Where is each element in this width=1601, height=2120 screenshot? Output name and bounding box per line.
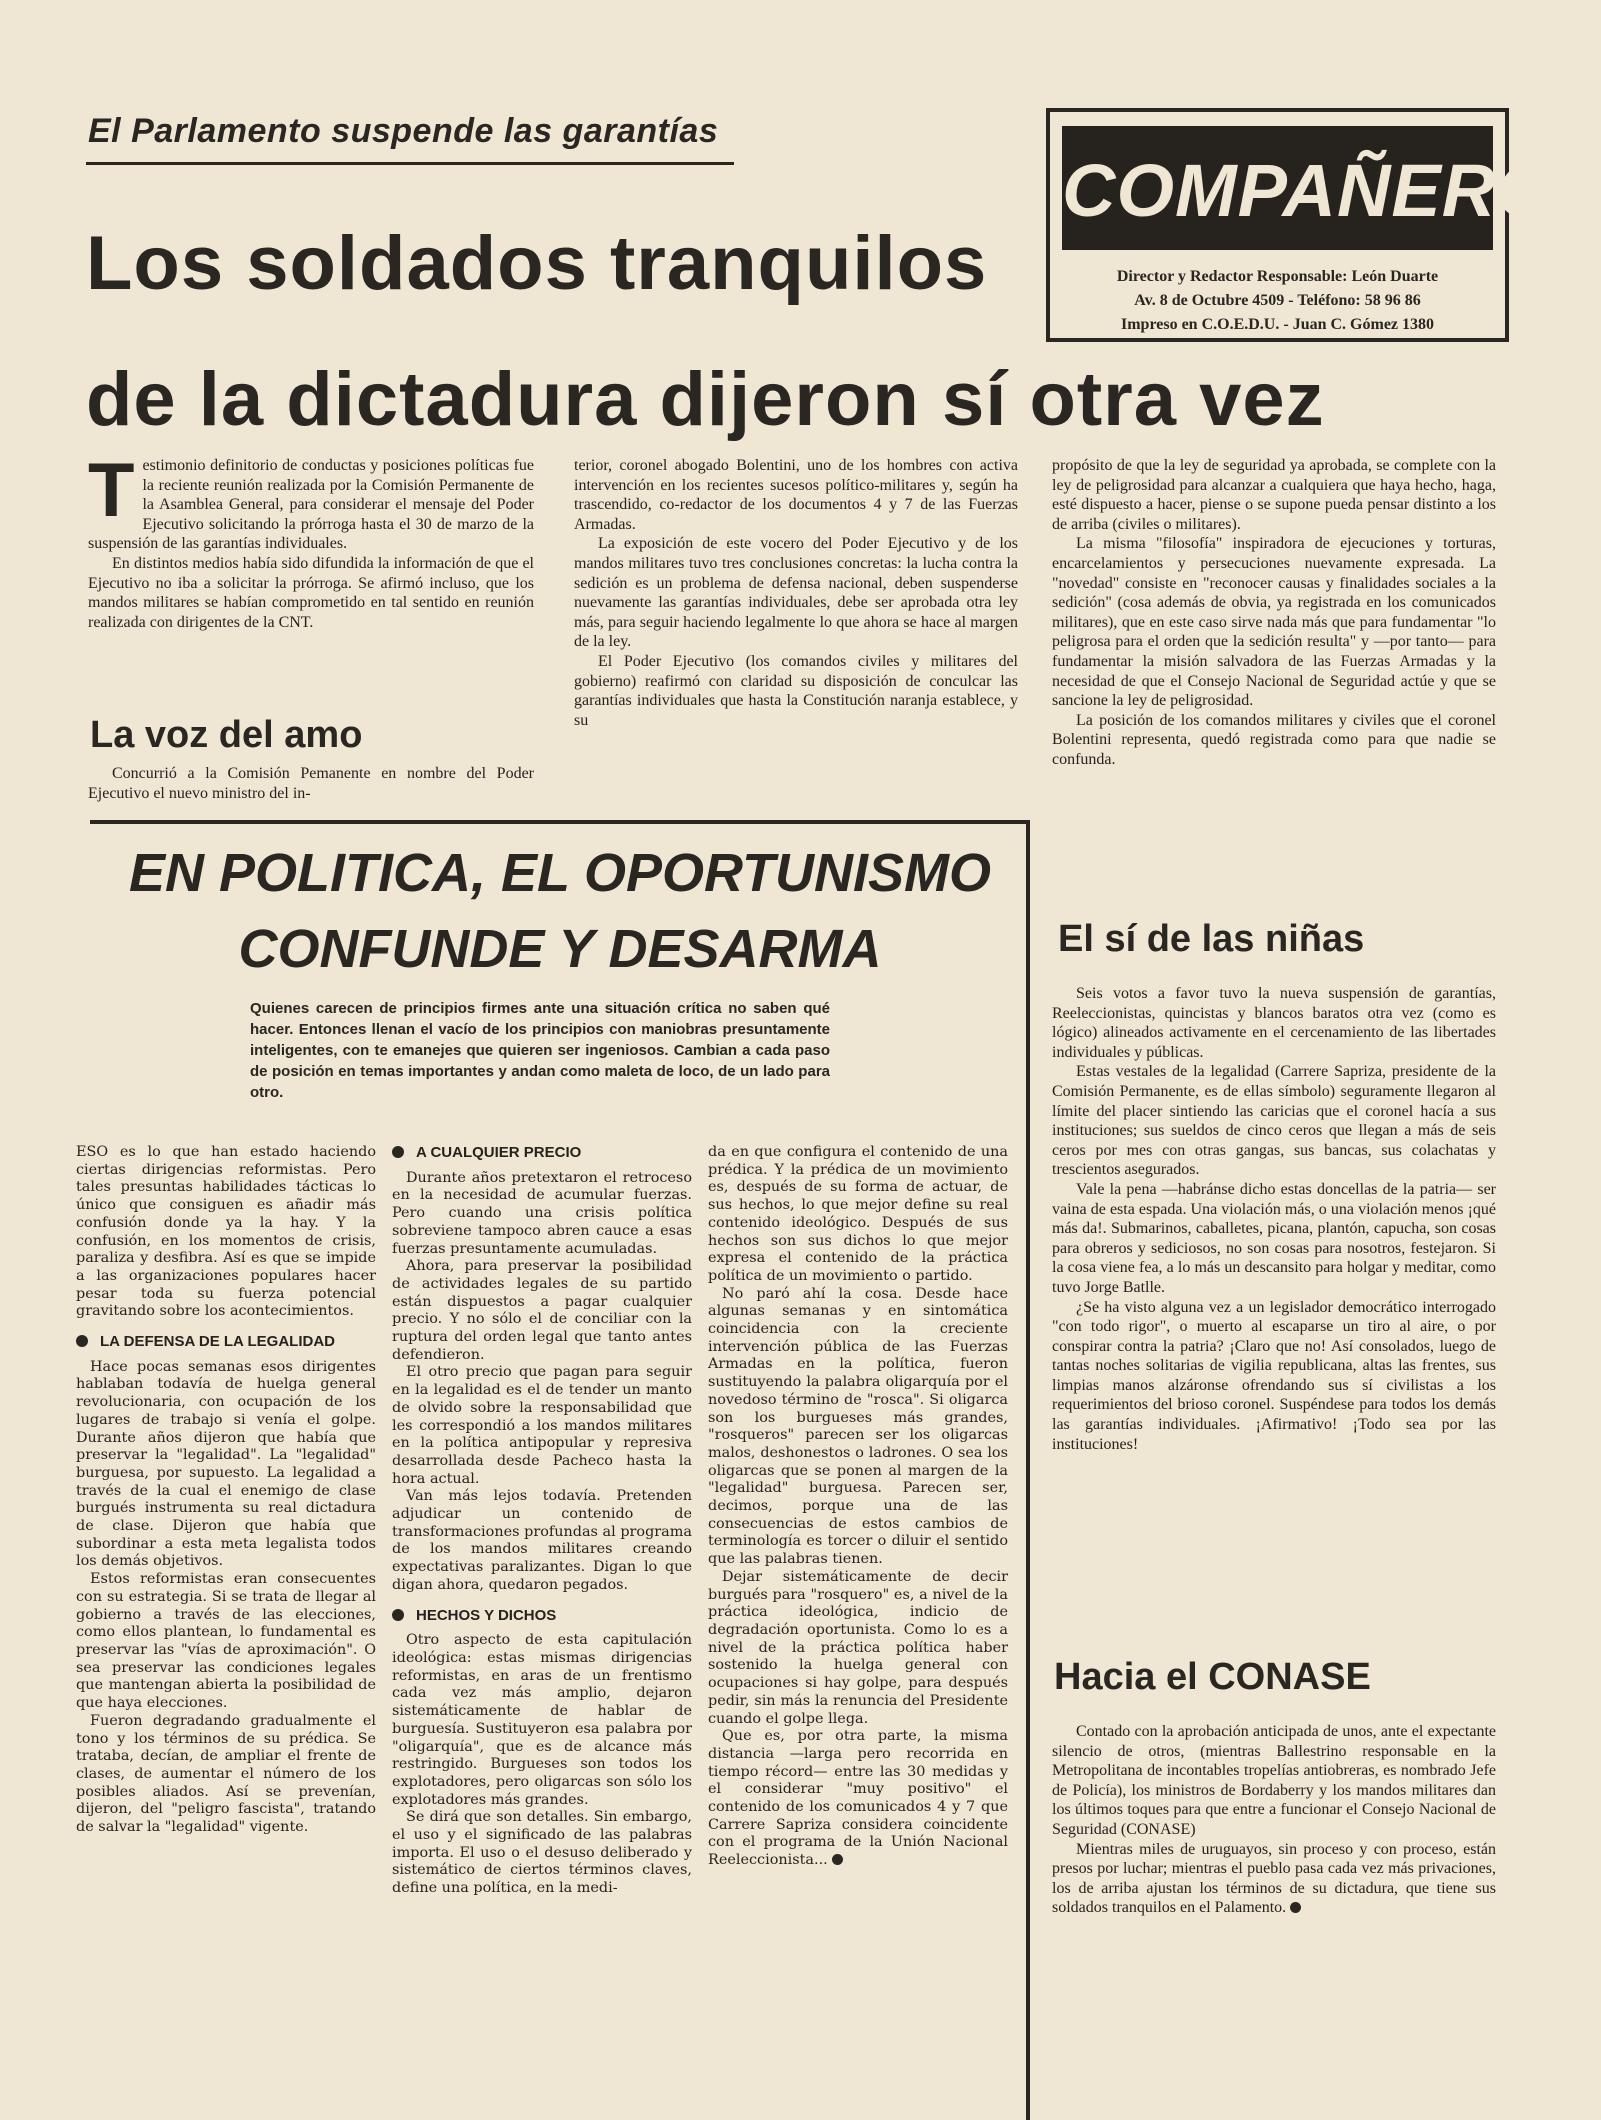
subhead-conase: Hacia el CONASE xyxy=(1054,1656,1371,1698)
conase-text: Contado con la aprobación anticipada de unos, ante el expectante silencio de otros, (mientras Ballestrino responsable en la Metropolitana de incontables tropelías antiobreras, es nombrado Jefe de Policía), los ministros de Bordaberry y los mandos militares dan los últimos toques para que entre a funcionar el Consejo Nacional de Seguridad (CONASE) Mientras miles de uruguayos, sin proceso y con proceso, están presos por luchar; mientras el pueblo pasa cada vez más privaciones, los de arriba ajustan los términos de su dictadura, que tiene sus soldados tranquilos en el Palamento. xyxy=(1052,1723,1496,1917)
masthead-printer: Impreso en C.O.E.D.U. - Juan C. Gómez 1380 xyxy=(1120,316,1435,333)
kicker: El Parlamento suspende las garantías xyxy=(88,112,719,150)
main-column-3: propósito de que la ley de seguridad ya aprobada, se complete con la ley de peligrosidad para alcanzar a cualquiera que haya hecho, haga, esté dispuesto a hacer, piense o se supone pueda pensar distinto a los de arriba (civiles o militares). La misma "filosofía" inspiradora de ejecuciones y torturas, encarcelamientos y persecuciones nuevamente expresada. La "novedad" consiste en "reconocer causas y finalidades sociales a la sedición" (cosa además de obvia, ya registrada en los comunicados militares), que en este caso sirve nada más que para fundamentar "lo peligrosa para el orden que la sedición resulta" y —por tanto— para fundamentar la misión salvadora de las Fuerzas Armadas y la necesidad de que el Consejo Nacional de Seguridad actúe y que se sancione la ley de peligrosidad. La posición de los comandos militares y civiles que el coronel Bolentini representa, quedó registrada como para que nadie se confunda. xyxy=(1052,457,1496,768)
masthead-logo: COMPAÑERO xyxy=(1062,126,1493,250)
headline-line-2: de la dictadura dijeron sí otra vez xyxy=(86,357,1325,442)
kicker-rule xyxy=(86,162,734,165)
subhead-si-de-las-ninas: El sí de las niñas xyxy=(1058,918,1365,960)
box-title-line-1: EN POLITICA, EL OPORTUNISMO xyxy=(128,843,992,903)
masthead-director: Director y Redactor Responsable: León Duarte xyxy=(1116,268,1439,285)
headline-line-1: Los soldados tranquilos xyxy=(86,221,988,306)
ninas-text: Seis votos a favor tuvo la nueva suspensión de garantías, Reeleccionistas, quincistas y blancos baratos otra vez (como es lógico) alineados activamente en el cercenamiento de las libertades individuales y públicas. Estas vestales de la legalidad (Carrere Sapriza, presidente de la Comisión Permanente, es de ellas símbolo) seguramente llegaron al límite del placer sintiendo las caricias que el coronel hacía a sus instituciones; sus sueldos de cinco ceros que llegan a más de seis ceros por mes con otras gangas, sus bancas, sus colachatas y trescientos asegurados. Vale la pena —habránse dicho estas doncellas de la patria— ser vaina de esta espada. Una violación más, o una violación menos ¡qué más da!. Submarinos, caballetes, picana, plantón, capucha, son cosas para obreros y sediciosos, no son cosas para nosotros, festejaron. Si la cosa viene fea, a lo más un descansito para holgar y meditar, como tuvo Jorge Batlle. ¿Se ha visto alguna vez a un legislador democrático interrogado "con todo rigor", o muerto al escaparse un tiro al aire, o por conspirar contra la patria? ¡Claro que no! Así consolados, luego de tantas noches solitarias de vigilia republicana, altas las frentes, sus limpias manos alzáronse ofrendando sus sí civilistas a los requerimientos del brioso coronel. Suspéndese para todos los demás las garantías individuales. ¡Afirmativo! ¡Todo sea por las instituciones! xyxy=(1052,985,1496,1453)
masthead-address: Av. 8 de Octubre 4509 - Teléfono: 58 96 86 xyxy=(1134,292,1421,309)
box-section-defensa: LA DEFENSA DE LA LEGALIDAD xyxy=(76,1333,376,1351)
subhead-voz-del-amo: La voz del amo xyxy=(90,714,363,756)
box-column-1: ESO es lo que han estado haciendo ciertas dirigencias reformistas. Pero tales presuntas habilidades tácticas lo único que consiguen es añadir más confusión donde ya la hay. Y la confusión, en los momentos de crisis, paraliza y desfibra. Así es que se impide a las organizaciones populares hacer pesar toda su fuerza potencial gravitando sobre los acontecimientos. LA DEFENSA DE LA LEGALIDAD Hace pocas semanas esos dirigentes hablaban todavía de huelga general revolucionaria, con ocupación de los lugares de trabajo si venía el golpe. Durante años dijeron que había que preservar la "legalidad". La "legalidad" burguesa, por supuesto. La legalidad a través de la cual el enemigo de clase burgués instrumenta su real dictadura de clase. Dijeron que había que subordinar a esta meta legalista todos los demás objetivos. Estos reformistas eran consecuentes con su estrategia. Si se trata de llegar al gobierno a través de las elecciones, como ellos plantean, lo fundamental es preservar las "vías de aproximación". O sea preservar las condiciones legales que mantengan abierta la posibilidad de que haya elecciones. Fueron degradando gradualmente el tono y los términos de su prédica. Se trataba, decían, de ampliar el frente de clases, de aumentar el número de los posibles aliados. Así se prevenían, dijeron, del "peligro fascista", tratando de salvar la "legalidad" vigente. xyxy=(76,1144,376,1836)
box-column-2: A CUALQUIER PRECIO Durante años pretextaron el retroceso en la necesidad de acumular fuerzas. Pero cuando una crisis política sobreviene tampoco abren cauce a esas fuerzas presuntamente acumuladas. Ahora, para preservar la posibilidad de actividades legales de su partido están dispuestos a pagar cualquier precio. Y no sólo el de conciliar con la ruptura del orden legal que tanto antes defendieron. El otro precio que pagan para seguir en la legalidad es el de tender un manto de olvido sobre la responsabilidad que les correspondió a los mandos militares en la política antipopular y represiva desarrollada desde Pacheco hasta la hora actual. Van más lejos todavía. Pretenden adjudicar un contenido de transformaciones profundas al programa de los mandos militares creando expectativas paralizantes. Digan lo que digan ahora, quedaron pegados. HECHOS Y DICHOS Otro aspecto de esta capitulación ideológica: estas mismas dirigencias reformistas, en aras de un frentismo cada vez más amplio, dejaron sistemáticamente de hablar de burguesía. Sustituyeron esa palabra por "oligarquía", que es de alcance más restringido. Burgueses son todos los explotadores, pero oligarcas son sólo los explotadores más grandes. Se dirá que son detalles. Sin embargo, el uso y el significado de las palabras importa. El uso o el desuso deliberado y sistemático de ciertos términos claves, define una política, en la medi- xyxy=(392,1144,692,1897)
box-section-hechos: HECHOS Y DICHOS xyxy=(392,1607,692,1625)
masthead xyxy=(1046,108,1555,342)
end-mark xyxy=(1290,1902,1301,1913)
main-column-1-continued: Concurrió a la Comisión Pemanente en nombre del Poder Ejecutivo el nuevo ministro del in- xyxy=(88,765,534,802)
box-end-mark xyxy=(832,1854,843,1865)
drop-cap: T xyxy=(88,448,135,533)
box-section-precio: A CUALQUIER PRECIO xyxy=(392,1144,692,1162)
box-column-3: da en que configura el contenido de una prédica. Y la prédica de un movimiento es, después de su forma de actuar, de sus hechos, lo que mejor define su real contenido ideológico. Después de sus hechos son sus dichos lo que mejor expresa el contenido de la práctica política de un movimiento o partido. No paró ahí la cosa. Desde hace algunas semanas y en sintomática coincidencia con la creciente intervención pública de las Fuerzas Armadas en la política, fueron sustituyendo la palabra oligarquía por el novedoso término de "rosca". Si oligarca son los burgueses más grandes, "rosqueros" parecen ser los oligarcas malos, deshonestos o ladrones. O sea los oligarcas que se ponen al margen de la "legalidad" burguesa. Parecen ser, decimos, porque una de las consecuencias de estos cambios de terminología es torcer o diluir el sentido que las palabras tienen. Dejar sistemáticamente de decir burgués para "rosquero" es, a nivel de la práctica ideológica, indicio de degradación oportunista. Como lo es a nivel de la práctica política haber sostenido la huelga general con ocupaciones si hay golpe, para después pedir, sin más la renuncia del Presidente cuando el golpe llega. Que es, por otra parte, la misma distancia —larga pero recorrida en tiempo récord— entre las 30 medidas y el considerar "muy positivo" el contenido de los comunicados 4 y 7 que Carrere Sapriza considera coincidente con el programa de la Unión Nacional Reeleccionista... xyxy=(708,1144,1008,1869)
box-lead: Quienes carecen de principios firmes ante una situación crítica no saben qué hacer. Entonces llenan el vacío de los principios con maniobras presuntamente inteligentes, con te emanejes que quieren ser ingeniosos. Cambian a cada paso de posición en temas importantes y andan como maleta de loco, de un lado para otro. xyxy=(250,1000,830,1101)
main-column-1: Testimonio definitorio de conductas y posiciones políticas fue la reciente reunión realizada por la Comisión Permanente de la Asamblea General, para considerar el mensaje del Poder Ejecutivo solicitando la prórroga hasta el 30 de marzo de la suspensión de las garantías individuales. En distintos medios había sido difundida la información de que el Ejecutivo no iba a solicitar la prórroga. Se afirmó incluso, que los mandos militares se habían comprometido en tal sentido en reunión realizada con dirigentes de la CNT. xyxy=(88,448,534,631)
box-title-line-2: CONFUNDE Y DESARMA xyxy=(238,919,882,979)
main-column-2: terior, coronel abogado Bolentini, uno de los hombres con activa intervención en los recientes sucesos político-militares y, según ha trascendido, co-redactor de los documentos 4 y 7 de las Fuerzas Armadas. La exposición de este vocero del Poder Ejecutivo y de los mandos militares tuvo tres conclusiones concretas: la lucha contra la sedición es un problema de defensa nacional, deben suspenderse nuevamente las garantías individuales, debe ser aprobada otra ley más, para seguir haciendo legalmente lo que ahora se hace al margen de la ley. El Poder Ejecutivo (los comandos civiles y militares del gobierno) reafirmó con claridad su disposición de conculcar las garantías individuales que hasta la Constitución naranja establece, y su xyxy=(574,457,1018,729)
